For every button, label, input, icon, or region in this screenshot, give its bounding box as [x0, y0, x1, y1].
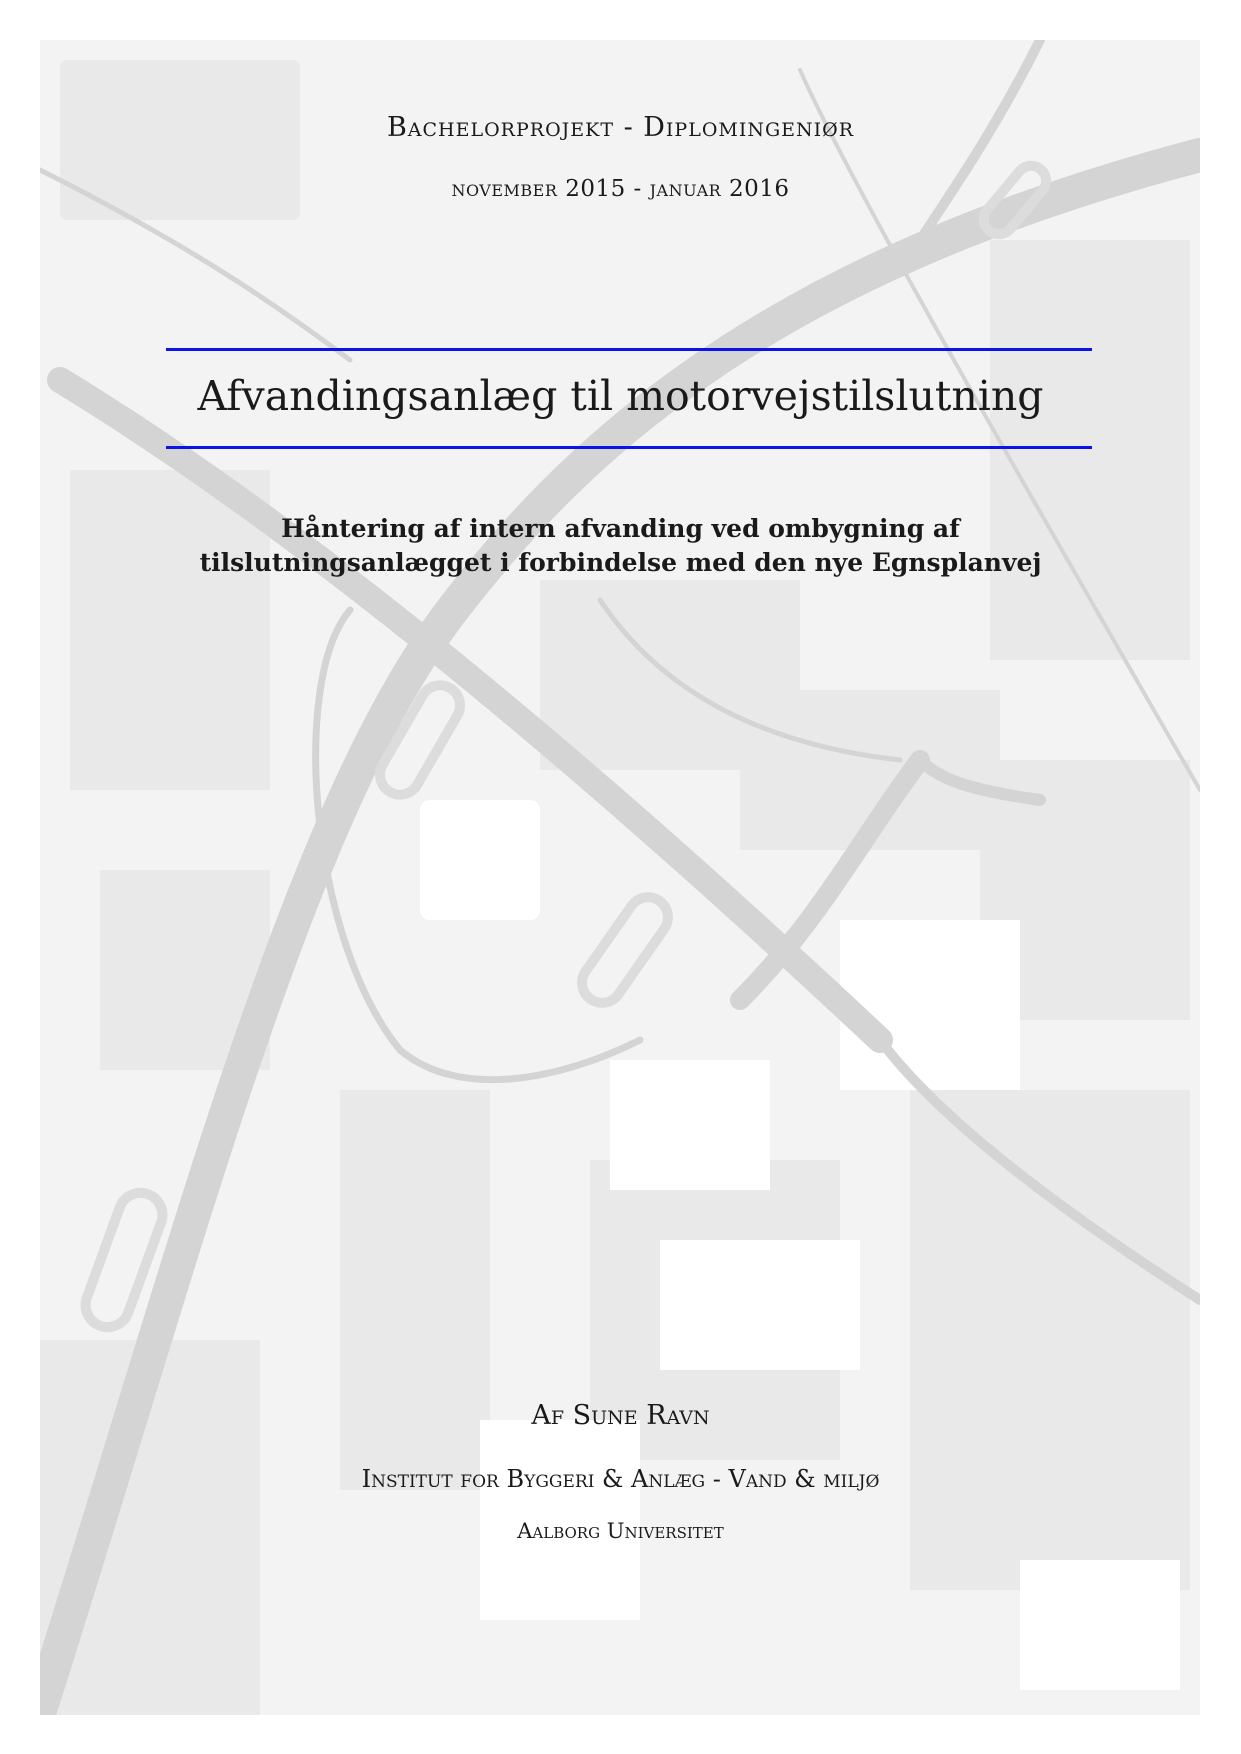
period-heading: november 2015 - januar 2016: [451, 176, 790, 202]
document-subtitle: [0, 512, 1241, 580]
author: Af Sune Ravn: [531, 1400, 710, 1431]
title-rule-bottom: [166, 446, 1092, 449]
title-rule-top: [166, 348, 1092, 351]
institute: Institut for Byggeri & Anlæg - Vand & miljø: [361, 1465, 880, 1493]
subtitle-line-2: tilslutningsanlægget i forbindelse med den nye Egnsplanvej: [199, 548, 1042, 577]
document-title: Afvandingsanlæg til motorvejstilslutning: [197, 372, 1044, 420]
university: Aalborg Universitet: [517, 1519, 724, 1543]
subtitle-line-1: Håntering af intern afvanding ved ombygning af: [281, 514, 960, 543]
background-map: [40, 40, 1200, 1715]
program-heading: Bachelorprojekt - Diplomingeniør: [386, 112, 855, 143]
